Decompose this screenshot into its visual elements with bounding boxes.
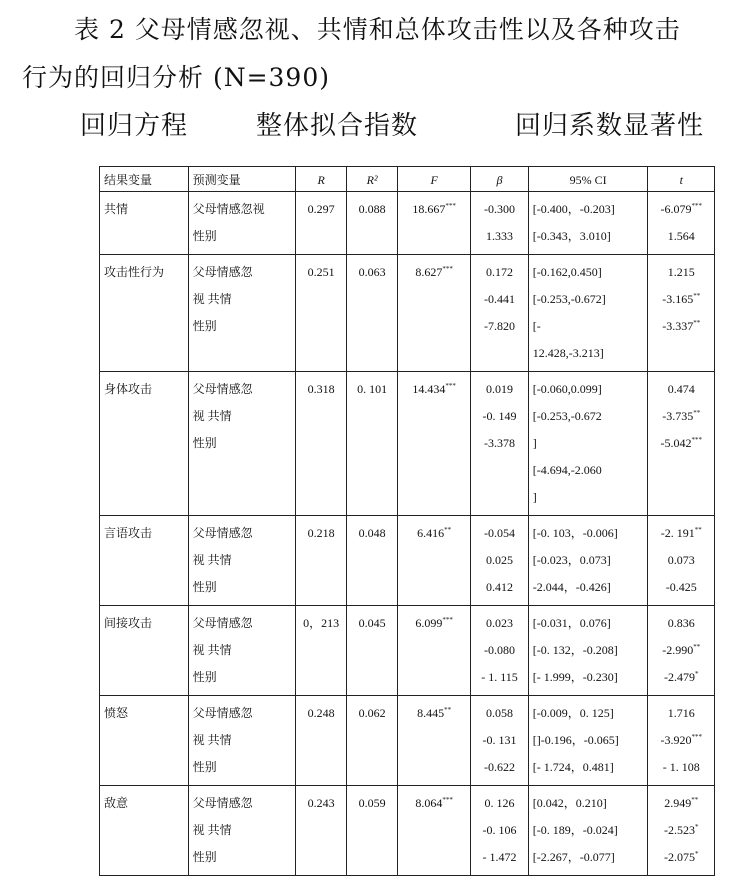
beta-value: 0.025 [485, 553, 513, 567]
t-value: -3.920*** [660, 733, 702, 747]
f-cell [398, 255, 471, 372]
ci-value: [-0.009，0. 125] [532, 706, 614, 720]
table-row [100, 786, 715, 876]
t-cell [648, 516, 715, 606]
beta-cell [471, 192, 529, 255]
beta-value: -3.378 [483, 436, 515, 450]
r2-value: 0. 101 [357, 382, 388, 396]
predictor-variable: 父母情感忽视 [192, 202, 265, 216]
beta-value: -0.441 [483, 292, 515, 306]
r2-cell [347, 696, 398, 786]
beta-value: 1.333 [485, 229, 513, 243]
significance-marker: *** [445, 202, 456, 210]
predictor-variable: 视 共情 [192, 733, 232, 747]
r-value: 0.318 [307, 382, 335, 396]
t-cell [648, 786, 715, 876]
f-cell [398, 786, 471, 876]
beta-value: 0.172 [485, 265, 513, 279]
t-value: -6.079*** [660, 202, 702, 216]
r2-cell [347, 372, 398, 516]
f-value: 6.416** [417, 526, 452, 540]
r-cell [296, 696, 347, 786]
beta-value: -0.300 [483, 202, 515, 216]
predictor-cell [188, 516, 295, 606]
significance-marker: ** [693, 643, 701, 651]
t-value: 0.073 [667, 553, 695, 567]
f-value: 8.064*** [415, 796, 453, 810]
ci-value: [-0.253,-0.672 [532, 409, 602, 423]
ci-value: [- 1.724，0.481] [532, 760, 614, 774]
column-header-t: t [648, 167, 715, 192]
predictor-cell [188, 192, 295, 255]
f-value: 14.434*** [412, 382, 456, 396]
t-value: -3.735** [662, 409, 701, 423]
t-value: 1.215 [667, 265, 695, 279]
outcome-cell [100, 606, 189, 696]
header-fit-index: 整体拟合指数 [256, 111, 419, 141]
predictor-cell [188, 786, 295, 876]
r-value: 0.297 [307, 202, 335, 216]
t-value: 1.716 [667, 706, 695, 720]
outcome-variable: 身体攻击 [104, 382, 153, 396]
beta-value: 0.023 [485, 616, 513, 630]
beta-value: 0.058 [485, 706, 513, 720]
significance-marker: *** [442, 796, 453, 804]
ci-value: [-0. 189，-0.024] [532, 823, 618, 837]
r2-value: 0.062 [358, 706, 386, 720]
predictor-variable: 性别 [192, 580, 217, 594]
r-value: 0.251 [307, 265, 335, 279]
ci-cell [528, 192, 648, 255]
t-value: -2.523* [663, 823, 699, 837]
r2-value: 0.088 [358, 202, 386, 216]
beta-cell [471, 786, 529, 876]
column-header-f: F [398, 167, 471, 192]
column-header-r: R [296, 167, 347, 192]
ci-value: []-0.196，-0.065] [532, 733, 619, 747]
t-value: 2.949** [664, 796, 699, 810]
t-value: -2.479* [663, 670, 699, 684]
r-value: 0.243 [307, 796, 335, 810]
beta-value: -0.054 [483, 526, 515, 540]
table-row [100, 696, 715, 786]
beta-value: 0.412 [485, 580, 513, 594]
table-row [100, 606, 715, 696]
r2-value: 0.045 [358, 616, 386, 630]
r-cell [296, 192, 347, 255]
r2-cell [347, 516, 398, 606]
t-cell [648, 372, 715, 516]
ci-value: [-0.023，0.073] [532, 553, 611, 567]
f-value: 6.099*** [415, 616, 453, 630]
significance-marker: * [694, 850, 699, 858]
r-value: 0，213 [303, 616, 340, 630]
table-row [100, 372, 715, 516]
t-cell [648, 192, 715, 255]
outcome-variable: 间接攻击 [104, 616, 153, 630]
predictor-variable: 父母情感忽 [192, 265, 253, 279]
r2-value: 0.048 [358, 526, 386, 540]
predictor-variable: 性别 [192, 229, 217, 243]
t-value: -3.165** [662, 292, 701, 306]
t-value: -0.425 [665, 580, 697, 594]
r-value: 0.248 [307, 706, 335, 720]
ci-value: [-2.267，-0.077] [532, 850, 615, 864]
outcome-cell [100, 192, 189, 255]
predictor-variable: 父母情感忽 [192, 526, 253, 540]
t-value: -3.337** [662, 319, 701, 333]
outcome-variable: 共情 [104, 202, 129, 216]
beta-value: - 1. 115 [481, 670, 518, 684]
f-cell [398, 516, 471, 606]
significance-marker: *** [445, 382, 456, 390]
predictor-variable: 父母情感忽 [192, 382, 253, 396]
outcome-cell [100, 516, 189, 606]
t-value: -2. 191** [660, 526, 702, 540]
ci-cell [528, 516, 648, 606]
outcome-cell [100, 255, 189, 372]
significance-marker: ** [694, 526, 702, 534]
beta-value: -0.080 [483, 643, 515, 657]
ci-value: [- [532, 319, 541, 333]
table-title-line-1: 表 2 父母情感忽视、共情和总体攻击性以及各种攻击 [74, 15, 681, 44]
f-value: 8.445** [417, 706, 452, 720]
significance-marker: *** [442, 616, 453, 624]
f-cell [398, 372, 471, 516]
beta-cell [471, 255, 529, 372]
r2-cell [347, 786, 398, 876]
predictor-variable: 视 共情 [192, 409, 232, 423]
predictor-variable: 视 共情 [192, 292, 232, 306]
t-value: -2.990** [662, 643, 701, 657]
ci-cell [528, 696, 648, 786]
significance-marker: *** [442, 265, 453, 273]
table-row [100, 516, 715, 606]
beta-value: -0.622 [483, 760, 515, 774]
ci-cell [528, 372, 648, 516]
r2-cell [347, 255, 398, 372]
predictor-variable: 性别 [192, 850, 217, 864]
ci-value: [-0.253,-0.672] [532, 292, 606, 306]
ci-value: [- 1.999，-0.230] [532, 670, 618, 684]
outcome-variable: 愤怒 [104, 706, 129, 720]
beta-value: -7.820 [483, 319, 515, 333]
ci-value: [-0. 132，-0.208] [532, 643, 618, 657]
predictor-variable: 父母情感忽 [192, 796, 253, 810]
significance-marker: ** [693, 319, 701, 327]
predictor-variable: 性别 [192, 670, 217, 684]
predictor-cell [188, 372, 295, 516]
f-value: 18.667*** [412, 202, 456, 216]
t-value: -5.042*** [660, 436, 702, 450]
header-coefficient-significance: 回归系数显著性 [515, 111, 705, 141]
column-header-beta: β [471, 167, 529, 192]
ci-cell [528, 786, 648, 876]
table-row [100, 192, 715, 255]
ci-value: [-0.031，0.076] [532, 616, 611, 630]
ci-value: [-0.162,0.450] [532, 265, 602, 279]
predictor-cell [188, 606, 295, 696]
ci-value: [-0.400，-0.203] [532, 202, 615, 216]
ci-value: ] [532, 490, 537, 504]
significance-marker: ** [691, 796, 699, 804]
outcome-cell [100, 696, 189, 786]
ci-value: [-4.694,-2.060 [532, 463, 602, 477]
predictor-variable: 视 共情 [192, 823, 232, 837]
ci-value: 12.428,-3.213] [532, 346, 604, 360]
significance-marker: *** [691, 436, 702, 444]
beta-cell [471, 606, 529, 696]
column-header-predictor: 预测变量 [188, 167, 295, 192]
outcome-cell [100, 786, 189, 876]
table-title-line-2: 行为的回归分析 (N=390) [22, 63, 330, 92]
significance-marker: ** [444, 706, 452, 714]
beta-value: -0. 131 [482, 733, 517, 747]
t-value: 0.474 [667, 382, 695, 396]
regression-table [99, 166, 715, 876]
predictor-cell [188, 255, 295, 372]
t-cell [648, 255, 715, 372]
f-cell [398, 696, 471, 786]
header-equation: 回归方程 [80, 111, 189, 141]
table-header-row [100, 167, 715, 192]
predictor-variable: 父母情感忽 [192, 706, 253, 720]
predictor-variable: 性别 [192, 436, 217, 450]
f-value: 8.627*** [415, 265, 453, 279]
significance-marker: ** [693, 292, 701, 300]
beta-cell [471, 516, 529, 606]
ci-value: [-0.343，3.010] [532, 229, 611, 243]
beta-value: - 1.472 [482, 850, 517, 864]
outcome-variable: 攻击性行为 [104, 265, 165, 279]
beta-value: 0. 126 [484, 796, 515, 810]
significance-marker: *** [691, 202, 702, 210]
ci-cell [528, 606, 648, 696]
ci-value: [-0.060,0.099] [532, 382, 602, 396]
predictor-variable: 视 共情 [192, 643, 232, 657]
table-body [100, 192, 715, 876]
r2-value: 0.059 [358, 796, 386, 810]
outcome-variable: 敌意 [104, 796, 129, 810]
r-cell [296, 516, 347, 606]
r-cell [296, 786, 347, 876]
outcome-cell [100, 372, 189, 516]
significance-marker: * [694, 823, 699, 831]
t-value: -2.075* [663, 850, 699, 864]
ci-value: [-0. 103，-0.006] [532, 526, 618, 540]
r2-cell [347, 192, 398, 255]
r-cell [296, 606, 347, 696]
beta-cell [471, 372, 529, 516]
r-value: 0.218 [307, 526, 335, 540]
outcome-variable: 言语攻击 [104, 526, 153, 540]
t-value: 1.564 [667, 229, 695, 243]
beta-value: -0. 149 [482, 409, 517, 423]
r2-value: 0.063 [358, 265, 386, 279]
r-cell [296, 372, 347, 516]
significance-marker: *** [691, 733, 702, 741]
column-header-ci: 95% CI [528, 167, 648, 192]
predictor-cell [188, 696, 295, 786]
t-cell [648, 606, 715, 696]
ci-value: ] [532, 436, 537, 450]
f-cell [398, 192, 471, 255]
table-row [100, 255, 715, 372]
predictor-variable: 性别 [192, 319, 217, 333]
t-value: - 1. 108 [662, 760, 700, 774]
predictor-variable: 父母情感忽 [192, 616, 253, 630]
ci-cell [528, 255, 648, 372]
beta-cell [471, 696, 529, 786]
column-header-outcome: 结果变量 [100, 167, 189, 192]
beta-value: -0. 106 [482, 823, 517, 837]
column-header-r2: R² [347, 167, 398, 192]
ci-value: [0.042，0.210] [532, 796, 607, 810]
r-cell [296, 255, 347, 372]
ci-value: -2.044，-0.426] [532, 580, 611, 594]
r2-cell [347, 606, 398, 696]
significance-marker: ** [693, 409, 701, 417]
predictor-variable: 视 共情 [192, 553, 232, 567]
significance-marker: * [694, 670, 699, 678]
f-cell [398, 606, 471, 696]
t-cell [648, 696, 715, 786]
t-value: 0.836 [667, 616, 695, 630]
predictor-variable: 性别 [192, 760, 217, 774]
beta-value: 0.019 [485, 382, 513, 396]
significance-marker: ** [444, 526, 452, 534]
